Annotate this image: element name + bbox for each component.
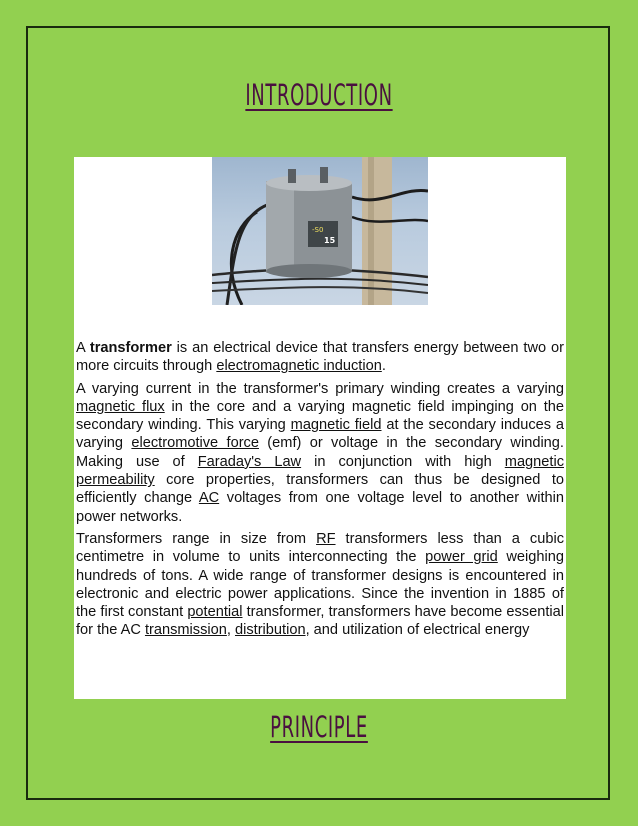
link-rf[interactable]: RF (316, 530, 336, 547)
utility-pole (362, 157, 392, 305)
principle-heading: PRINCIPLE (270, 710, 368, 744)
introduction-heading: INTRODUCTION (245, 78, 393, 112)
link-electromotive-force[interactable]: electromotive force (131, 435, 259, 452)
link-magnetic-permeability[interactable]: magnetic permeability (76, 453, 564, 489)
link-electromagnetic-induction[interactable]: electromagnetic induction (216, 358, 382, 375)
link-magnetic-field[interactable]: magnetic field (290, 417, 382, 434)
body-text (76, 339, 564, 644)
paragraph-applications: Transformers range in size from RF transformers less than a cubic centimetre in volume to units interconnecting the power grid weighing hundreds of tons. A wide range of transformer designs is encountered in electronic and electric power applications. Since the invention in 1885 of the first constant potential transformer, transformers have become essential for the AC transmission, distribution, and utilization of electrical energy (76, 530, 564, 639)
link-potential[interactable]: potential (187, 604, 243, 621)
svg-text:15: 15 (324, 236, 336, 245)
link-distribution[interactable]: distribution (234, 622, 306, 639)
svg-text:-S0: -S0 (312, 226, 324, 234)
link-ac[interactable]: AC (198, 490, 220, 507)
link-faradays-law[interactable]: Faraday's Law (197, 453, 302, 470)
content-panel (74, 157, 566, 699)
paragraph-operation: A varying current in the transformer's primary winding creates a varying magnetic flux in the core and a varying magnetic field impinging on the secondary winding. This varying magnetic field at the secondary induces a varying electromotive force (emf) or voltage in the secondary winding. Making use of Faraday's Law in conjunction with high magnetic permeability core properties, transformers can thus be designed to efficiently change AC voltages from one voltage level to another within power networks. (76, 380, 565, 525)
link-transmission[interactable]: transmission (144, 622, 227, 639)
transformer-illustration (212, 157, 428, 305)
bushing (288, 169, 296, 183)
link-magnetic-flux[interactable]: magnetic flux (76, 398, 165, 415)
transformer-photo (212, 157, 428, 305)
link-power-grid[interactable]: power grid (425, 549, 498, 566)
paragraph-definition: A transformer is an electrical device that transfers energy between two or more circuits through electromagnetic induction. (76, 340, 565, 375)
